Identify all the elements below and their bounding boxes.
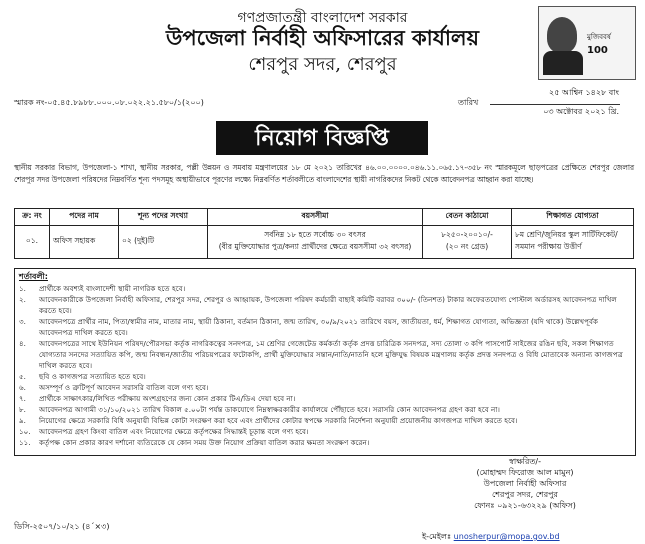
list-item: [19, 437, 631, 448]
govt-title: গণপ্রজাতন্ত্রী বাংলাদেশ সরকার: [237, 10, 408, 26]
col-serial: ক্র: নং: [15, 209, 50, 226]
signature-block: [430, 456, 620, 511]
email-line: [422, 531, 560, 544]
list-item: [19, 404, 631, 415]
conditions-title: শর্তাবলী:: [19, 272, 48, 281]
list-item: [19, 283, 631, 294]
date-label: তারিখ: [458, 98, 479, 107]
salary-scale: ৮২৫০-২০০১০/-: [441, 230, 493, 239]
col-age: বয়সসীমা: [208, 209, 423, 226]
vacancy-table: [14, 208, 634, 259]
item-number: ৪.: [19, 339, 26, 348]
mujib-borsho-logo: [538, 6, 636, 80]
date-english: ০৩ অক্টোবর ২০২১ খ্রি.: [543, 107, 619, 116]
memo-number: ডিসি-২৫০৭/১০/২১ (৪´×৩): [14, 522, 110, 531]
signatory-phone: ফোনঃ ০৯২১-৬৩২২৯ (অফিস): [474, 501, 576, 510]
office-title: উপজেলা নির্বাহী অফিসারের কার্যালয়: [166, 25, 479, 50]
cell-salary: [423, 226, 512, 259]
cell-vacancy: ০২ (দুই)টি: [119, 226, 208, 259]
notice-title: নিয়োগ বিজ্ঞপ্তি: [216, 121, 428, 155]
list-item: [19, 316, 631, 338]
col-salary: বেতন কাঠামো: [423, 209, 512, 226]
list-item: [19, 415, 631, 426]
item-number: ৮.: [19, 405, 26, 414]
item-text: আবেদনপত্র গ্রহণ কিংবা বাতিল এবং নিয়োগের ক্ষেত্রে কর্তৃপক্ষের সিদ্ধান্তই চূড়ান্ত বলে গণ্য হবে।: [39, 427, 309, 436]
item-text: আবেদনপত্রে প্রার্থীর নাম, পিতা/স্বামীর নাম, মাতার নাম, স্থায়ী ঠিকানা, বর্তমান ঠিকানা, জন্ম তারিখ, ৩০/৯/২০২১ তারিখে বয়স, জাতীয়তা, ধর্ম, শিক্ষাগত যোগ্যতা, অভিজ্ঞতা (যদি থাকে) উল্লেখপূর্বক আবেদনপত্র দাখিল করতে হবে।: [39, 317, 599, 337]
portrait-icon: [547, 17, 577, 53]
col-vacancy: শূন্য পদের সংখ্যা: [119, 209, 208, 226]
col-qualification: শিক্ষাগত যোগ্যতা: [512, 209, 634, 226]
email-label: ই-মেইলঃ: [422, 532, 452, 541]
conditions-section: [14, 268, 636, 456]
reference-number: স্মারক নং-০৫.৪৫.৮৯৮৮.০০০.০৮.০২২.২১.৫৮০/১(২০০): [14, 98, 204, 107]
item-text: অসম্পূর্ণ ও ত্রুটিপূর্ণ আবেদন সরাসরি বাতিল বলে গণ্য হবে।: [39, 383, 209, 392]
item-number: ১০.: [19, 427, 31, 436]
signatory-designation: উপজেলা নির্বাহী অফিসার: [483, 479, 567, 488]
list-item: [19, 371, 631, 382]
conditions-list: [19, 283, 631, 448]
item-number: ১১.: [19, 438, 31, 447]
cell-qualification: ৮ম শ্রেণি/জুনিয়র স্কুল সার্টিফিকেট/সমমান পরীক্ষায় উত্তীর্ণ: [512, 226, 634, 259]
office-location: শেরপুর সদর, শেরপুর: [248, 54, 397, 75]
list-item: [19, 294, 631, 316]
list-item: [19, 393, 631, 404]
date-divider: [490, 104, 620, 105]
item-number: ৭.: [19, 394, 26, 403]
cell-age: [208, 226, 423, 259]
item-text: আবেদনপত্র আগামী ৩১/১০/২০২১ তারিখ বিকাল ৫.০০টা পর্যন্ত ডাকযোগে নিম্নস্বাক্ষরকারীর কার্যালয়ে পৌঁছাতে হবে। সরাসরি কোন আবেদনপত্র গ্রহণ করা হবে না।: [39, 405, 500, 414]
signatory-office: শেরপুর সদর, শেরপুর: [492, 490, 558, 499]
signed-label: স্বাক্ষরিত/-: [509, 457, 541, 466]
signatory-name: (মোহাম্মদ ফিরোজ আল মামুন): [476, 468, 574, 477]
item-number: ৫.: [19, 372, 26, 381]
item-number: ২.: [19, 295, 26, 304]
age-range: সর্বনিম্ন ১৮ হতে সর্বোচ্চ ৩০ বৎসর: [264, 230, 366, 239]
list-item: [19, 338, 631, 371]
item-number: ৩.: [19, 317, 26, 326]
col-post: পদের নাম: [50, 209, 119, 226]
list-item: [19, 426, 631, 437]
logo-year: 100: [587, 45, 608, 56]
item-text: ছবি ও কাগজপত্র সত্যায়িত হতে হবে।: [39, 372, 146, 381]
cell-post: অফিস সহায়ক: [50, 226, 119, 259]
logo-text: মুজিববর্ষ: [587, 33, 611, 41]
email-link[interactable]: unosherpur@mopa.gov.bd: [453, 532, 560, 541]
table-header-row: [15, 209, 634, 226]
item-text: প্রার্থীকে অবশ্যই বাংলাদেশী স্থায়ী নাগরিক হতে হবে।: [39, 284, 186, 293]
table-row: [15, 226, 634, 259]
age-note: (বীর মুক্তিযোদ্ধার পুত্র/কন্যা প্রার্থীদের ক্ষেত্রে বয়সসীমা ৩২ বৎসর): [218, 242, 412, 251]
item-number: ৬.: [19, 383, 26, 392]
item-text: কর্তৃপক্ষ কোন প্রকার কারণ দর্শানো ব্যতিরেকে যে কোন সময় উক্ত নিয়োগ প্রক্রিয়া বাতিল করার ক্ষমতা সংরক্ষণ করেন।: [39, 438, 370, 447]
list-item: [19, 382, 631, 393]
item-text: নিয়োগের ক্ষেত্রে সরকারি বিধি অনুযায়ী বিভিন্ন কোটা সংরক্ষণ করা হবে এবং প্রার্থীদের কোটার স্বপক্ষে সরকারি নির্দেশনা অনুযায়ী প্রয়োজনীয় কাগজপত্র দাখিল করতে হবে।: [39, 416, 518, 425]
item-text: আবেদনপত্রের সাথে ইউনিয়ন পরিষদ/পৌরসভা কর্তৃক নাগরিকত্বের সনদপত্র, ১ম শ্রেণির গেজেটেড কর্মকর্তা কর্তৃক প্রদত্ত চারিত্রিক সনদপত্র, সদ্য তোলা ৩ কপি পাসপোর্ট সাইজের রঙিন ছবি, সকল শিক্ষাগত যোগ্যতার সনদের সত্যায়িত কপি, জন্ম নিবন্ধন/জাতীয় পরিচয়পত্রের ফটোকপি, প্রার্থী মুক্তিযোদ্ধার সন্তান/নাতি/নাতনি হলে মুক্তিযুদ্ধ বিষয়ক মন্ত্রণালয় কর্তৃক প্রদত্ত সনদপত্র ও বিধি মোতাবেক অন্যান্য কাগজপত্র দাখিল করতে হবে।: [39, 339, 623, 370]
date-bangla: ২৫ আশ্বিন ১৪২৮ বাং: [549, 88, 619, 97]
item-text: প্রার্থীকে সাক্ষাৎকার/লিখিত পরীক্ষায় অংশগ্রহণের জন্য কোন প্রকার টিএ/ডিএ দেয়া হবে না।: [39, 394, 296, 403]
intro-paragraph: স্থানীয় সরকার বিভাগ, উপজেলা-১ শাখা, স্থানীয় সরকার, পল্লী উন্নয়ন ও সমবায় মন্ত্রণালয়ের ১৮ মে ২০২১ তারিখের ৪৬.০০.০০০০.০৪৬.১১.০৬৫.১৭-৩৫৮ নং স্মারকমূলে ছাড়পত্রের প্রেক্ষিতে শেরপুর জেলার শেরপুর সদর উপজেলা পরিষদের নিম্নবর্ণিত শূন্য পদসমূহ অস্থায়ীভাবে পূরণের লক্ষ্যে নিম্নবর্ণিত শর্তাবলীতে বাংলাদেশের স্থায়ী নাগরিকদের নিকট থেকে আবেদনপত্র আহ্বান করা যাচ্ছে।: [14, 163, 634, 184]
salary-grade: (২০ নং গ্রেড): [445, 242, 489, 251]
cell-serial: ০১.: [15, 226, 50, 259]
item-number: ৯.: [19, 416, 26, 425]
item-number: ১.: [19, 284, 26, 293]
item-text: আবেদনকারীকে উপজেলা নির্বাহী অফিসার, শেরপুর সদর, শেরপুর ও আহ্বায়ক, উপজেলা পরিষদ কর্মচারী বাছাই কমিটি বরাবর ৩০০/- (তিনশত) টাকার অফেরতযোগ্য পোস্টাল অর্ডারসহ আবেদনপত্র দাখিল করতে হবে।: [39, 295, 617, 315]
